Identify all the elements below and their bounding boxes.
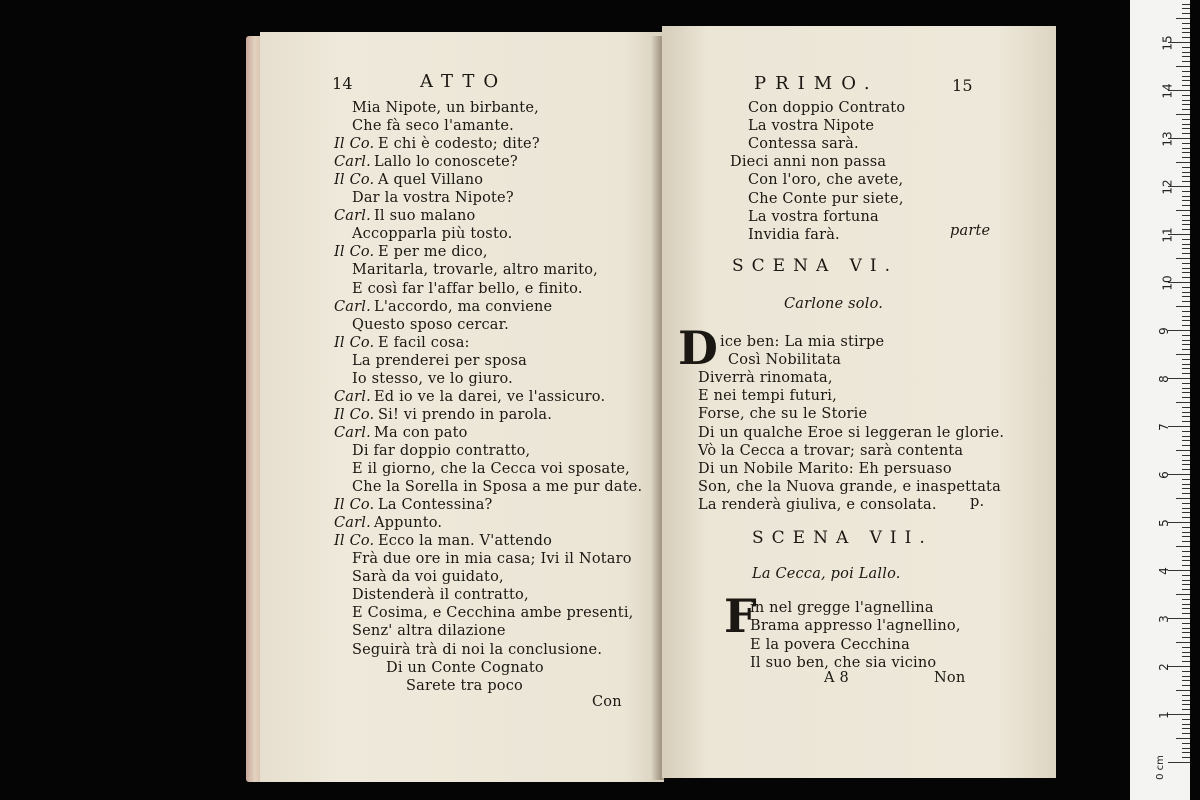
ruler-tick [1182, 143, 1190, 144]
ruler-tick [1182, 416, 1190, 417]
ruler-tick [1182, 623, 1190, 624]
verse-line: Il suo malano [374, 208, 476, 225]
ruler-tick [1182, 608, 1190, 609]
ruler-tick [1182, 176, 1190, 177]
ruler-tick [1182, 277, 1190, 278]
ruler-tick [1182, 541, 1190, 542]
ruler-tick [1182, 517, 1190, 518]
ruler-tick [1176, 306, 1190, 307]
ruler-tick [1182, 61, 1190, 62]
ruler-tick [1182, 508, 1190, 509]
ruler-tick [1182, 268, 1190, 269]
ruler-tick [1182, 397, 1190, 398]
verse-line: Distenderà il contratto, [352, 587, 529, 604]
ruler-tick [1182, 512, 1190, 513]
ruler-tick [1182, 565, 1190, 566]
ruler-tick [1176, 18, 1190, 19]
ruler-tick [1182, 412, 1190, 413]
ruler-tick [1182, 733, 1190, 734]
speaker-name: Il Co. [334, 172, 375, 189]
ruler-tick [1182, 536, 1190, 537]
verse-line: Seguirà trà di noi la conclusione. [352, 641, 603, 658]
verse-line: Sarà da voi guidato, [352, 569, 504, 586]
ruler-tick [1182, 23, 1190, 24]
ruler-tick [1182, 493, 1190, 494]
ruler-tick [1182, 421, 1190, 422]
stage-direction: La Cecca, poi Lallo. [752, 566, 901, 582]
verse-line: E chi è codesto; dite? [378, 136, 540, 153]
drop-capital: F [724, 589, 757, 643]
ruler-tick [1176, 594, 1190, 595]
ruler-tick [1182, 671, 1190, 672]
ruler-tick [1182, 47, 1190, 48]
ruler-tick [1182, 728, 1190, 729]
verse-line: ice ben: La mia stirpe [720, 334, 885, 350]
ruler-number: 12 [1160, 179, 1175, 195]
ruler-tick [1182, 373, 1190, 374]
verse-line: Il suo ben, che sia vicino [750, 654, 937, 671]
ruler-tick [1182, 152, 1190, 153]
ruler-tick [1182, 56, 1190, 57]
verse-line: Questo sposo cercar. [352, 316, 509, 333]
ruler-tick [1182, 652, 1190, 653]
ruler-tick [1182, 556, 1190, 557]
ruler-tick [1182, 263, 1190, 264]
ruler-tick [1182, 709, 1190, 710]
ruler-tick [1182, 104, 1190, 105]
verse-line: Son, che la Nuova grande, e inaspettata [698, 478, 1001, 495]
ruler-tick [1182, 229, 1190, 230]
ruler-tick [1182, 460, 1190, 461]
verse-line: Io stesso, ve lo giuro. [352, 370, 513, 387]
ruler-tick [1182, 128, 1190, 129]
signature-mark: A 8 [824, 670, 849, 686]
speaker-name: Carl. [334, 388, 371, 405]
ruler-tick [1182, 599, 1190, 600]
drop-capital: D [678, 321, 718, 375]
verse-line: Vò la Cecca a trovar; sarà contenta [698, 442, 964, 459]
ruler-tick [1182, 340, 1190, 341]
verse-line: E così far l'affar bello, e finito. [352, 280, 583, 297]
ruler-tick [1176, 66, 1190, 67]
ruler-tick [1182, 359, 1190, 360]
verse-line: Senz' altra dilazione [352, 623, 506, 640]
ruler-tick [1182, 272, 1190, 273]
ruler-tick [1176, 402, 1190, 403]
ruler-tick [1182, 748, 1190, 749]
verse-line: E nei tempi futuri, [698, 388, 837, 405]
ruler-tick [1182, 440, 1190, 441]
open-book [246, 22, 1066, 782]
running-head: PRIMO. [754, 73, 879, 94]
ruler-tick [1176, 690, 1190, 691]
measurement-ruler [1130, 0, 1190, 800]
ruler-tick [1182, 580, 1190, 581]
ruler-tick [1182, 205, 1190, 206]
scene-heading: SCENA VI. [732, 256, 899, 276]
ruler-tick [1182, 100, 1190, 101]
ruler-number: 11 [1160, 227, 1175, 243]
ruler-tick [1168, 522, 1190, 523]
verse-line: Frà due ore in mia casa; Ivi il Notaro [352, 551, 632, 568]
running-head: ATTO [420, 71, 508, 92]
verse-line: La Contessina? [378, 497, 493, 514]
ruler-tick [1182, 479, 1190, 480]
ruler-tick [1182, 28, 1190, 29]
ruler-tick [1182, 724, 1190, 725]
ruler-tick [1182, 656, 1190, 657]
speaker-name: Il Co. [334, 533, 375, 550]
verse-line: Con doppio Contrato [748, 100, 906, 116]
ruler-tick [1182, 296, 1190, 297]
ruler-tick [1182, 589, 1190, 590]
ruler-tick [1182, 527, 1190, 528]
ruler-number: 5 [1156, 519, 1171, 527]
stage-direction: Carlone solo. [784, 296, 884, 312]
ruler-tick [1182, 407, 1190, 408]
verse-line: La renderà giuliva, e consolata. [698, 496, 937, 513]
left-page [260, 32, 664, 782]
ruler-tick [1182, 316, 1190, 317]
ruler-tick [1182, 148, 1190, 149]
verse-line: E facil cosa: [378, 334, 470, 351]
verse-line: La vostra Nipote [748, 118, 875, 135]
ruler-tick [1182, 604, 1190, 605]
ruler-number: 6 [1156, 471, 1171, 479]
verse-line: Appunto. [374, 515, 443, 532]
ruler-tick [1182, 551, 1190, 552]
stage-direction: p. [970, 494, 985, 510]
ruler-tick [1168, 570, 1190, 571]
ruler-tick [1182, 80, 1190, 81]
ruler-tick [1176, 498, 1190, 499]
ruler-number: 1 [1156, 711, 1171, 719]
ruler-tick [1182, 680, 1190, 681]
ruler-tick [1168, 426, 1190, 427]
verse-line: Ma con pato [374, 424, 468, 441]
ruler-tick [1182, 244, 1190, 245]
verse-line: Sarete tra poco [406, 677, 523, 694]
ruler-tick [1182, 157, 1190, 158]
speaker-name: Il Co. [334, 406, 375, 423]
verse-line: Contessa sarà. [748, 136, 859, 153]
ruler-number: 4 [1156, 567, 1171, 575]
ruler-tick [1182, 224, 1190, 225]
ruler-tick [1182, 613, 1190, 614]
ruler-tick [1182, 388, 1190, 389]
ruler-tick [1182, 647, 1190, 648]
ruler-tick [1168, 330, 1190, 331]
ruler-tick [1168, 666, 1190, 667]
speaker-name: Il Co. [334, 497, 375, 514]
ruler-tick [1182, 215, 1190, 216]
ruler-unit-label: 0 cm [1154, 755, 1166, 780]
verse-line: Così Nobilitata [728, 352, 842, 369]
verse-line: Con l'oro, che avete, [748, 172, 904, 189]
speaker-name: Carl. [334, 298, 371, 315]
ruler-tick [1176, 114, 1190, 115]
verse-line: Di un Conte Cognato [386, 659, 544, 676]
ruler-tick [1182, 239, 1190, 240]
ruler-tick [1182, 560, 1190, 561]
ruler-tick [1182, 311, 1190, 312]
ruler-tick [1182, 196, 1190, 197]
verse-line: Di far doppio contratto, [352, 442, 531, 459]
ruler-tick [1182, 676, 1190, 677]
ruler-tick [1182, 133, 1190, 134]
ruler-number: 2 [1156, 663, 1171, 671]
ruler-tick [1176, 450, 1190, 451]
ruler-tick [1182, 757, 1190, 758]
ruler-tick [1168, 762, 1190, 763]
verse-line: La vostra fortuna [748, 208, 879, 225]
verse-line: Dieci anni non passa [730, 154, 887, 171]
ruler-tick [1176, 546, 1190, 547]
ruler-number: 9 [1156, 327, 1171, 335]
ruler-tick [1182, 301, 1190, 302]
verse-line: E per me dico, [378, 244, 488, 261]
ruler-number: 14 [1160, 83, 1175, 99]
ruler-tick [1182, 469, 1190, 470]
ruler-tick [1182, 436, 1190, 437]
ruler-tick [1182, 95, 1190, 96]
ruler-tick [1168, 474, 1190, 475]
ruler-number: 3 [1156, 615, 1171, 623]
ruler-tick [1182, 368, 1190, 369]
speaker-name: Il Co. [334, 244, 375, 261]
verse-line: E la povera Cecchina [750, 636, 910, 653]
ruler-tick [1182, 349, 1190, 350]
ruler-tick [1182, 637, 1190, 638]
verse-line: L'accordo, ma conviene [374, 298, 553, 315]
verse-line: Forse, che su le Storie [698, 406, 868, 423]
verse-line: E il giorno, che la Cecca voi sposate, [352, 461, 630, 477]
verse-line: Di un qualche Eroe si leggeran le glorie. [698, 424, 1005, 441]
ruler-number: 15 [1160, 35, 1175, 51]
ruler-tick [1182, 752, 1190, 753]
ruler-tick [1176, 354, 1190, 355]
verse-line: Mia Nipote, un birbante, [352, 100, 539, 116]
ruler-tick [1182, 532, 1190, 533]
ruler-number: 13 [1160, 131, 1175, 147]
ruler-tick [1182, 383, 1190, 384]
verse-line: Brama appresso l'agnellino, [750, 618, 961, 635]
verse-line: Lallo lo conoscete? [374, 154, 518, 171]
verse-line: Diverrà rinomata, [698, 370, 833, 387]
ruler-tick [1176, 738, 1190, 739]
verse-line: Invidia farà. [748, 226, 840, 243]
verse-line: Che fà seco l'amante. [352, 118, 514, 135]
ruler-tick [1182, 743, 1190, 744]
ruler-tick [1176, 642, 1190, 643]
ruler-tick [1182, 287, 1190, 288]
ruler-tick [1168, 618, 1190, 619]
verse-line: Ed io ve la darei, ve l'assicuro. [374, 388, 606, 405]
ruler-tick [1182, 13, 1190, 14]
verse-line: in nel gregge l'agnellina [750, 600, 934, 616]
ruler-tick [1182, 191, 1190, 192]
ruler-tick [1182, 37, 1190, 38]
verse-line: Dar la vostra Nipote? [352, 190, 514, 207]
ruler-tick [1182, 220, 1190, 221]
ruler-tick [1182, 364, 1190, 365]
verse-line: Di un Nobile Marito: Eh persuaso [698, 460, 952, 477]
ruler-tick [1182, 431, 1190, 432]
ruler-tick [1182, 335, 1190, 336]
page-number: 15 [952, 76, 973, 95]
ruler-tick [1182, 4, 1190, 5]
verse-line: A quel Villano [378, 172, 484, 189]
ruler-tick [1182, 167, 1190, 168]
ruler-tick [1182, 695, 1190, 696]
ruler-tick [1182, 52, 1190, 53]
verse-line: Che la Sorella in Sposa a me pur date. [352, 479, 643, 496]
verse-line: Ecco la man. V'attendo [378, 533, 553, 550]
catchword: Con [592, 694, 622, 710]
ruler-tick [1182, 76, 1190, 77]
ruler-tick [1182, 344, 1190, 345]
ruler-tick [1182, 445, 1190, 446]
ruler-tick [1182, 661, 1190, 662]
speaker-name: Carl. [334, 424, 371, 441]
ruler-number: 8 [1156, 375, 1171, 383]
ruler-tick [1182, 292, 1190, 293]
ruler-tick [1182, 325, 1190, 326]
ruler-tick [1182, 392, 1190, 393]
ruler-tick [1182, 85, 1190, 86]
ruler-tick [1176, 258, 1190, 259]
verse-line: Accopparla più tosto. [352, 226, 513, 243]
ruler-tick [1182, 464, 1190, 465]
verse-line: Che Conte pur siete, [748, 190, 904, 207]
ruler-tick [1182, 181, 1190, 182]
ruler-tick [1182, 700, 1190, 701]
verse-line: E Cosima, e Cecchina ambe presenti, [352, 605, 634, 622]
ruler-tick [1182, 628, 1190, 629]
ruler-tick [1182, 484, 1190, 485]
right-page [662, 26, 1056, 778]
speaker-name: Carl. [334, 154, 371, 171]
ruler-tick [1182, 32, 1190, 33]
ruler-tick [1182, 124, 1190, 125]
ruler-tick [1182, 584, 1190, 585]
ruler-tick [1182, 704, 1190, 705]
ruler-tick [1182, 172, 1190, 173]
ruler-tick [1182, 248, 1190, 249]
ruler-tick [1182, 71, 1190, 72]
verse-line: Maritarla, trovarle, altro marito, [352, 262, 598, 279]
ruler-tick [1182, 253, 1190, 254]
speaker-name: Il Co. [334, 334, 375, 351]
ruler-tick [1176, 162, 1190, 163]
page-number: 14 [332, 74, 353, 93]
catchword: Non [934, 670, 966, 686]
ruler-tick [1182, 575, 1190, 576]
ruler-tick [1182, 320, 1190, 321]
ruler-tick [1182, 8, 1190, 9]
speaker-name: Il Co. [334, 136, 375, 153]
ruler-tick [1176, 210, 1190, 211]
ruler-tick [1168, 714, 1190, 715]
ruler-tick [1168, 378, 1190, 379]
ruler-tick [1182, 503, 1190, 504]
stage-direction: parte [950, 223, 991, 239]
ruler-number: 7 [1156, 423, 1171, 431]
speaker-name: Carl. [334, 208, 371, 225]
scene-heading: SCENA VII. [752, 528, 933, 548]
ruler-tick [1182, 200, 1190, 201]
ruler-tick [1182, 632, 1190, 633]
ruler-tick [1182, 109, 1190, 110]
verse-line: Si! vi prendo in parola. [378, 406, 553, 423]
ruler-tick [1182, 455, 1190, 456]
ruler-tick [1182, 685, 1190, 686]
ruler-tick [1182, 488, 1190, 489]
ruler-tick [1182, 119, 1190, 120]
ruler-number: 10 [1160, 275, 1175, 291]
verse-line: La prenderei per sposa [352, 352, 527, 369]
ruler-tick [1182, 719, 1190, 720]
speaker-name: Carl. [334, 515, 371, 532]
